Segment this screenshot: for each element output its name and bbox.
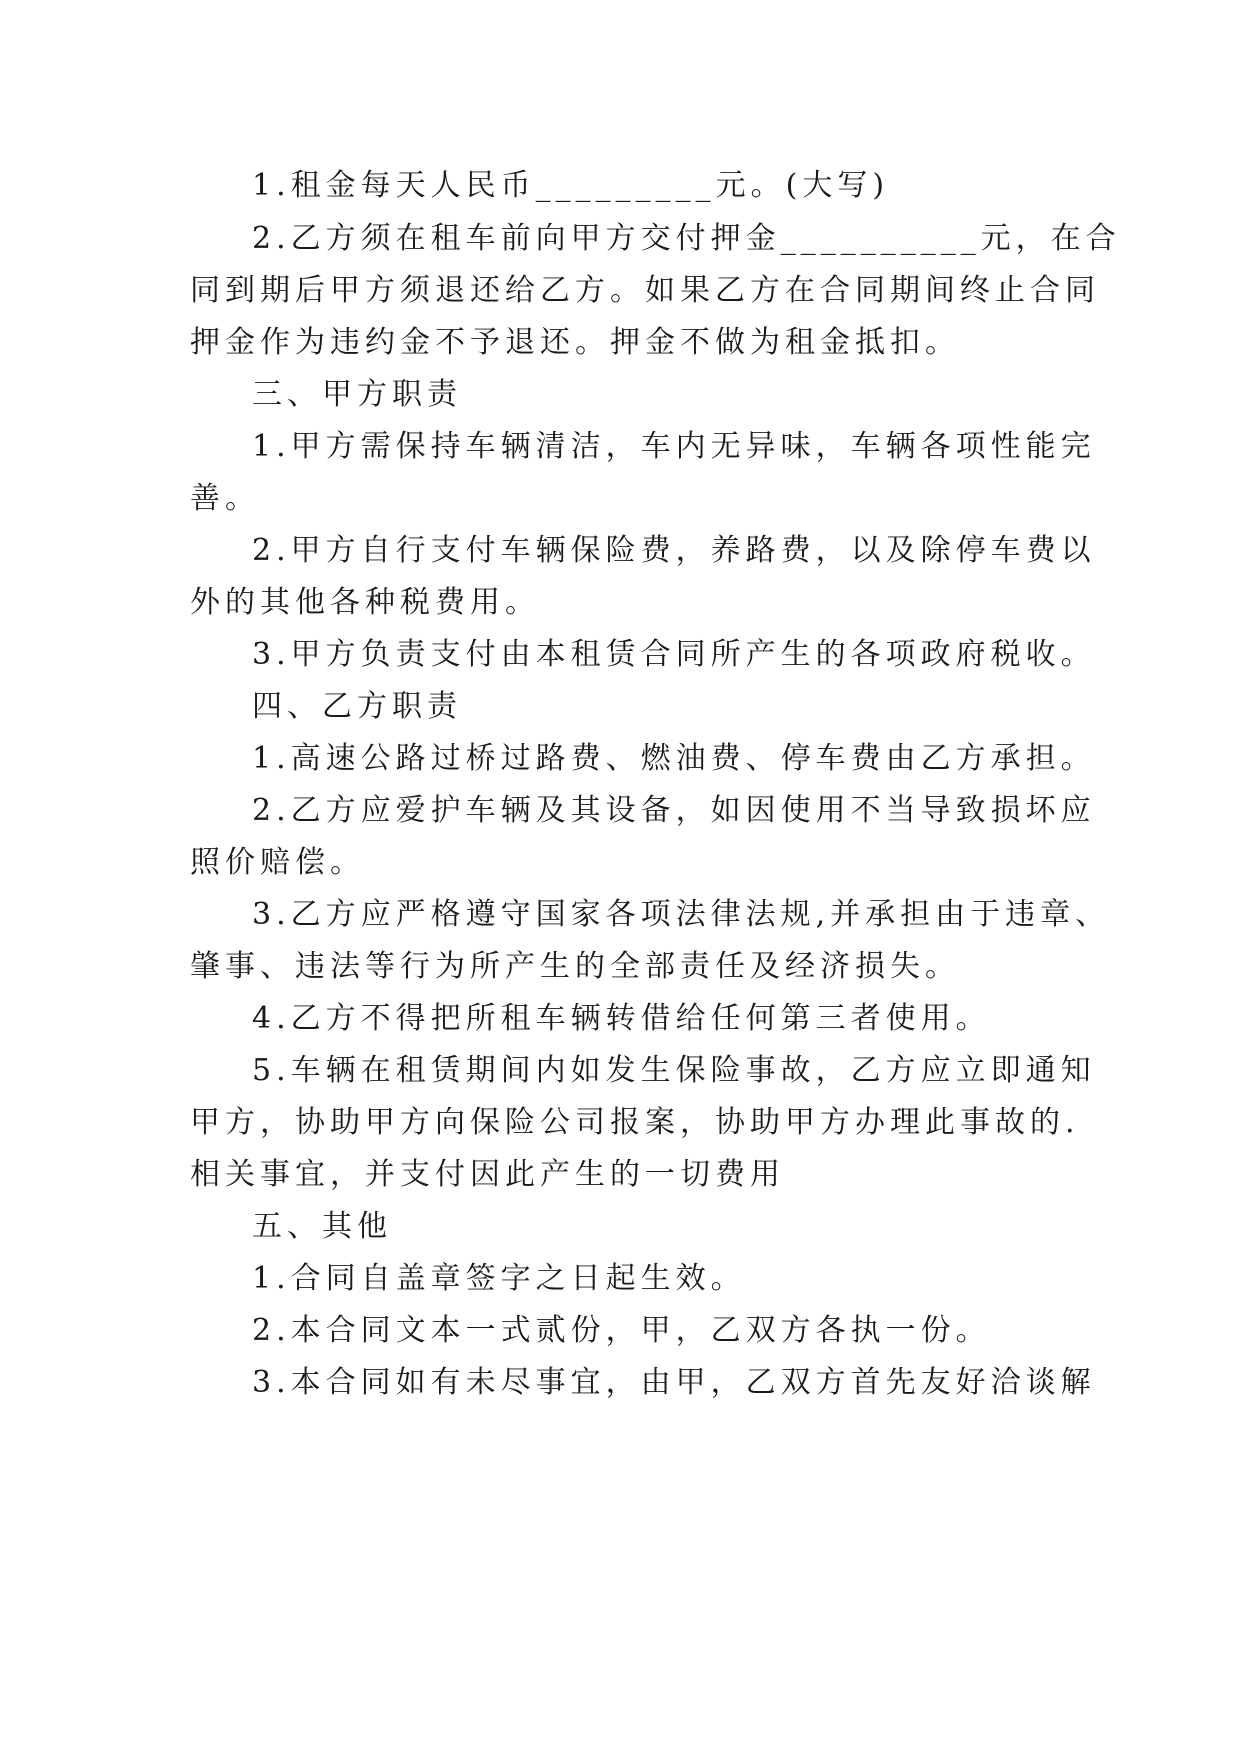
clause-party-b-1: 1.高速公路过桥过路费、燃油费、停车费由乙方承担。 bbox=[252, 741, 1096, 776]
clause-party-a-1: 1.甲方需保持车辆清洁，车内无异味，车辆各项性能完 bbox=[252, 429, 1096, 464]
clause-party-b-5: 5.车辆在租赁期间内如发生保险事故，乙方应立即通知 bbox=[252, 1053, 1096, 1088]
clause-other-2: 2.本合同文本一式贰份，甲，乙双方各执一份。 bbox=[252, 1313, 991, 1348]
clause-party-a-3: 3.甲方负责支付由本租赁合同所产生的各项政府税收。 bbox=[252, 637, 1096, 672]
clause-other-3: 3.本合同如有未尽事宜，由甲，乙双方首先友好洽谈解 bbox=[252, 1365, 1096, 1400]
section-heading-4: 四、乙方职责 bbox=[252, 689, 462, 724]
clause-party-b-5-cont-2: 相关事宜，并支付因此产生的一切费用 bbox=[190, 1157, 785, 1192]
clause-party-b-3: 3.乙方应严格遵守国家各项法律法规,并承担由于违章、 bbox=[252, 897, 1111, 932]
section-heading-5: 五、其他 bbox=[252, 1209, 392, 1244]
clause-party-b-2: 2.乙方应爱护车辆及其设备，如因使用不当导致损坏应 bbox=[252, 793, 1096, 828]
clause-party-b-2-cont: 照价赔偿。 bbox=[190, 845, 365, 880]
section-heading-3: 三、甲方职责 bbox=[252, 377, 462, 412]
clause-party-a-2: 2.甲方自行支付车辆保险费，养路费，以及除停车费以 bbox=[252, 533, 1096, 568]
clause-party-b-5-cont-1: 甲方，协助甲方向保险公司报案，协助甲方办理此事故的. bbox=[190, 1105, 1080, 1140]
clause-deposit-cont-2: 押金作为违约金不予退还。押金不做为租金抵扣。 bbox=[190, 325, 960, 360]
clause-deposit-cont-1: 同到期后甲方须退还给乙方。如果乙方在合同期间终止合同 bbox=[190, 273, 1100, 308]
clause-party-b-3-cont: 肇事、违法等行为所产生的全部责任及经济损失。 bbox=[190, 949, 960, 984]
clause-rent-daily: 1.租金每天人民币_________元。(大写) bbox=[252, 168, 890, 203]
clause-party-a-2-cont: 外的其他各种税费用。 bbox=[190, 585, 540, 620]
clause-party-b-4: 4.乙方不得把所租车辆转借给任何第三者使用。 bbox=[252, 1001, 991, 1036]
clause-party-a-1-cont: 善。 bbox=[190, 481, 260, 516]
clause-other-1: 1.合同自盖章签字之日起生效。 bbox=[252, 1261, 746, 1296]
clause-deposit: 2.乙方须在租车前向甲方交付押金__________元，在合 bbox=[252, 221, 1121, 256]
